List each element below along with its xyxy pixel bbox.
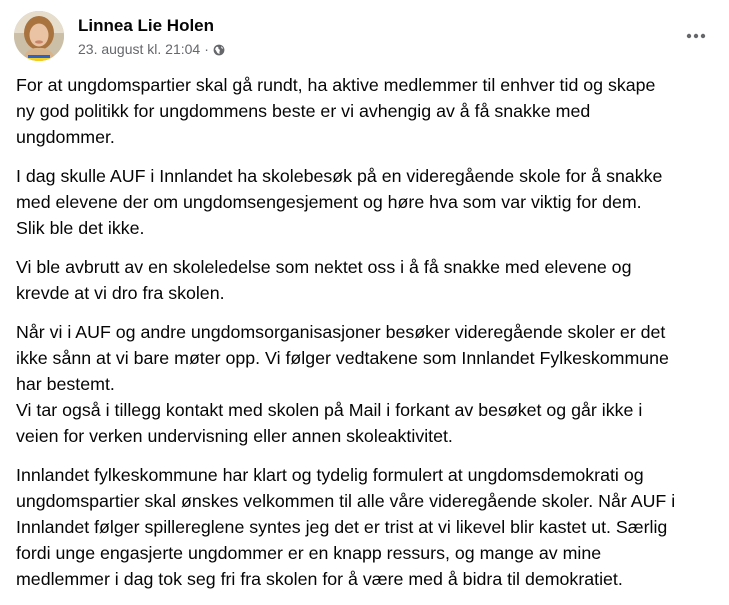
author-name[interactable]: Linnea Lie Holen [78, 16, 215, 35]
post-timestamp[interactable]: 23. august kl. 21:04 [78, 41, 201, 57]
post-header [14, 11, 713, 61]
post-paragraph: Vi ble avbrutt av en skoleledelse som nektet oss i å få snakke med elevene og krevde at vi dro fra skolen. [16, 257, 632, 303]
globe-icon[interactable] [213, 43, 225, 55]
more-horizontal-icon [686, 33, 706, 39]
meta-separator: · [204, 41, 209, 57]
post-paragraph: Innlandet fylkeskommune har klart og tydelig formulert at ungdomsdemokrati og ungdomspartier skal ønskes velkommen til alle våre videregående skoler. Når AUF i Innlandet følger spillereglene syntes jeg det er trist at vi likevel blir kastet ut. Særlig fordi unge engasjerte ungdommer er en knapp ressurs, og mange av mine medlemmer i dag tok seg fri fra skolen for å være med å bidra til demokratiet. [16, 465, 676, 589]
post-text [16, 72, 706, 605]
post-paragraph: For at ungdomspartier skal gå rundt, ha aktive medlemmer til enhver tid og skape ny god politikk for ungdommens beste er vi avhengig av å få snakke med ungdommer. [16, 75, 656, 147]
post-paragraph: I dag skulle AUF i Innlandet ha skolebesøk på en videregående skole for å snakke med elevene der om ungdomsengesjement og høre hva som var viktig for dem. Slik ble det ikke. [16, 166, 663, 238]
avatar[interactable] [14, 11, 64, 61]
post-meta [78, 41, 225, 57]
post-paragraph: Når vi i AUF og andre ungdomsorganisasjoner besøker videregående skoler er det ikke sånn at vi bare møter opp. Vi følger vedtakene som Innlandet Fylkeskommune har bestemt. Vi tar også i tillegg kontakt med skolen på Mail i forkant av besøket og går ikke i veien for verken undervisning eller annen skoleaktivitet. [16, 322, 669, 446]
avatar-photo [14, 11, 64, 61]
more-options-button[interactable] [679, 19, 713, 53]
